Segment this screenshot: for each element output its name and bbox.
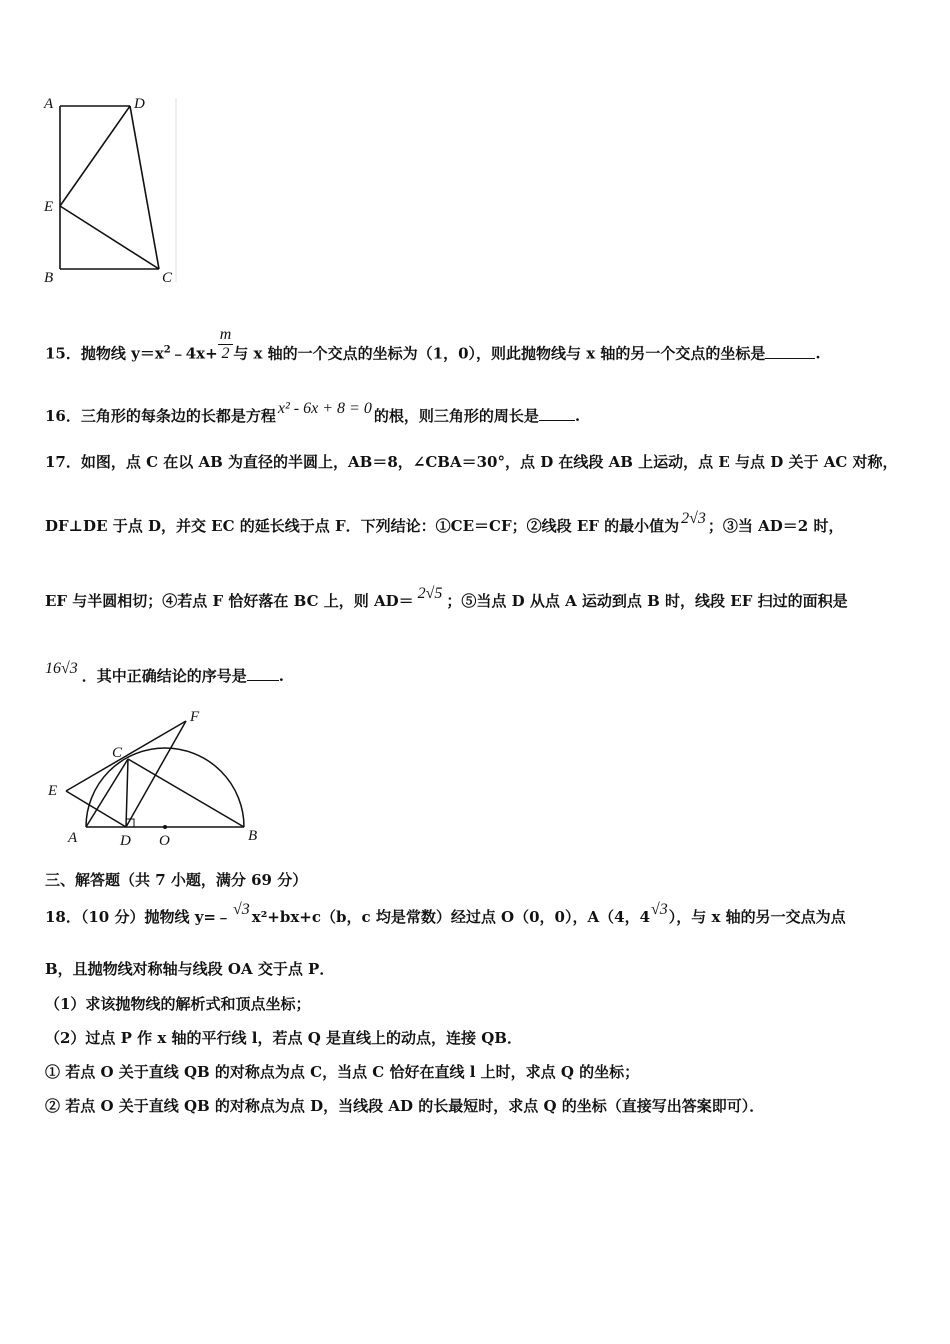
q15-number: 15． (45, 344, 81, 363)
q16-number: 16． (45, 407, 81, 425)
q15-middle: ﹣4x+ (170, 344, 218, 363)
q15-prefix: 抛物线 y＝x (80, 344, 164, 363)
segment-ed (60, 106, 130, 206)
segment-ed (66, 791, 126, 827)
question-18-line1 (45, 901, 846, 928)
q16-end: . (574, 407, 581, 425)
q18-text-1c: ），与 x 轴的另一交点为点 (668, 908, 846, 926)
label-e: E (48, 783, 58, 799)
label-e: E (44, 199, 54, 215)
q16-answer-blank[interactable] (539, 406, 575, 421)
q16-equation: x² - 6x + 8 = 0 (277, 400, 372, 417)
label-c: C (112, 745, 123, 761)
q16-prefix: 三角形的每条边的长都是方程 (80, 407, 276, 425)
segment-cd (126, 759, 128, 827)
q15-sup: 2 (163, 344, 171, 356)
question-18-sub1 (45, 994, 310, 1014)
question-16 (45, 400, 581, 427)
q15-end: . (815, 344, 821, 363)
q18-sqrt-2: √3 (651, 901, 668, 918)
q18-text-1a: 18．（10 分）抛物线 y=﹣ (45, 908, 231, 926)
q17-text-2b: ；③当 AD＝2 时， (707, 517, 844, 535)
label-b: B (248, 828, 258, 844)
question-15 (45, 326, 821, 373)
segment-df (126, 721, 186, 827)
section-3-text: 三、解答题（共 7 小题，满分 69 分） (45, 871, 308, 889)
q18-sub3-text: ① 若点 O 关于直线 QB 的对称点为点 C，当点 C 恰好在直线 l 上时，求点 Q 的坐标； (45, 1063, 640, 1081)
q15-suffix: 与 x 轴的一个交点的坐标为（1，0），则此抛物线与 x 轴的另一个交点的坐标是 (233, 344, 766, 363)
q17-end: . (278, 667, 285, 685)
segment-ac (86, 759, 128, 827)
label-d: D (134, 96, 145, 112)
q17-answer-blank[interactable] (247, 666, 279, 681)
segment-ec (60, 206, 159, 269)
label-b: B (44, 270, 54, 286)
center-point-o (163, 825, 167, 829)
segment-ef (66, 721, 186, 791)
question-17-line3 (45, 585, 848, 612)
q16-suffix: 的根，则三角形的周长是 (373, 407, 539, 425)
question-17-line1 (45, 452, 898, 472)
question-18-sub4 (45, 1096, 764, 1116)
figure-quadrilateral (38, 92, 188, 287)
q15-fraction (218, 326, 234, 363)
question-18-sub3 (45, 1062, 639, 1082)
question-17-line4 (45, 660, 285, 687)
q18-text-2: B，且抛物线对称轴与线段 OA 交于点 P． (45, 960, 335, 978)
section-3-heading (45, 870, 307, 890)
q17-math-4: 16√3 (45, 660, 78, 677)
label-d: D (120, 833, 131, 849)
q17-text-3a: EF 与半圆相切；④若点 F 恰好落在 BC 上，则 AD＝ (45, 592, 414, 610)
q18-sub2-text: （2）过点 P 作 x 轴的平行线 l，若点 Q 是直线上的动点，连接 QB． (45, 1029, 522, 1047)
q18-sub1-text: （1）求该抛物线的解析式和顶点坐标； (45, 995, 311, 1013)
q17-text-2a: DF⊥DE 于点 D，并交 EC 的延长线于点 F．下列结论：①CE＝CF；②线段 EF 的最小值为 (45, 517, 680, 535)
question-18-line2 (45, 959, 334, 979)
q15-frac-num: m (219, 326, 232, 343)
q15-answer-blank[interactable] (765, 344, 815, 359)
label-c: C (162, 270, 173, 286)
q15-frac-den: 2 (221, 345, 230, 362)
segment-dc (130, 106, 159, 269)
q17-text-4b: ．其中正确结论的序号是 (81, 667, 247, 685)
label-a: A (68, 830, 78, 846)
label-a: A (44, 96, 54, 112)
q17-math-2: 2√3 (681, 510, 706, 527)
label-o: O (159, 833, 170, 849)
question-18-sub2 (45, 1028, 522, 1048)
question-17-line2 (45, 510, 844, 537)
q18-text-1b: x²+bx+c（b，c 均是常数）经过点 O（0，0），A（4，4 (251, 908, 650, 926)
label-f: F (190, 709, 200, 725)
q18-sqrt-1: √3 (232, 901, 250, 918)
q17-math-3: 2√5 (417, 585, 443, 602)
figure-semicircle (38, 705, 288, 855)
q17-text-3b: ；⑤当点 D 从点 A 运动到点 B 时，线段 EF 扫过的面积是 (446, 592, 848, 610)
q17-text-1: 17．如图，点 C 在以 AB 为直径的半圆上，AB＝8，∠CBA＝30°，点 D 在线段 AB 上运动，点 E 与点 D 关于 AC 对称， (45, 453, 898, 471)
q18-sub4-text: ② 若点 O 关于直线 QB 的对称点为点 D，当线段 AD 的长最短时，求点 Q 的坐标（直接写出答案即可）． (45, 1097, 765, 1115)
